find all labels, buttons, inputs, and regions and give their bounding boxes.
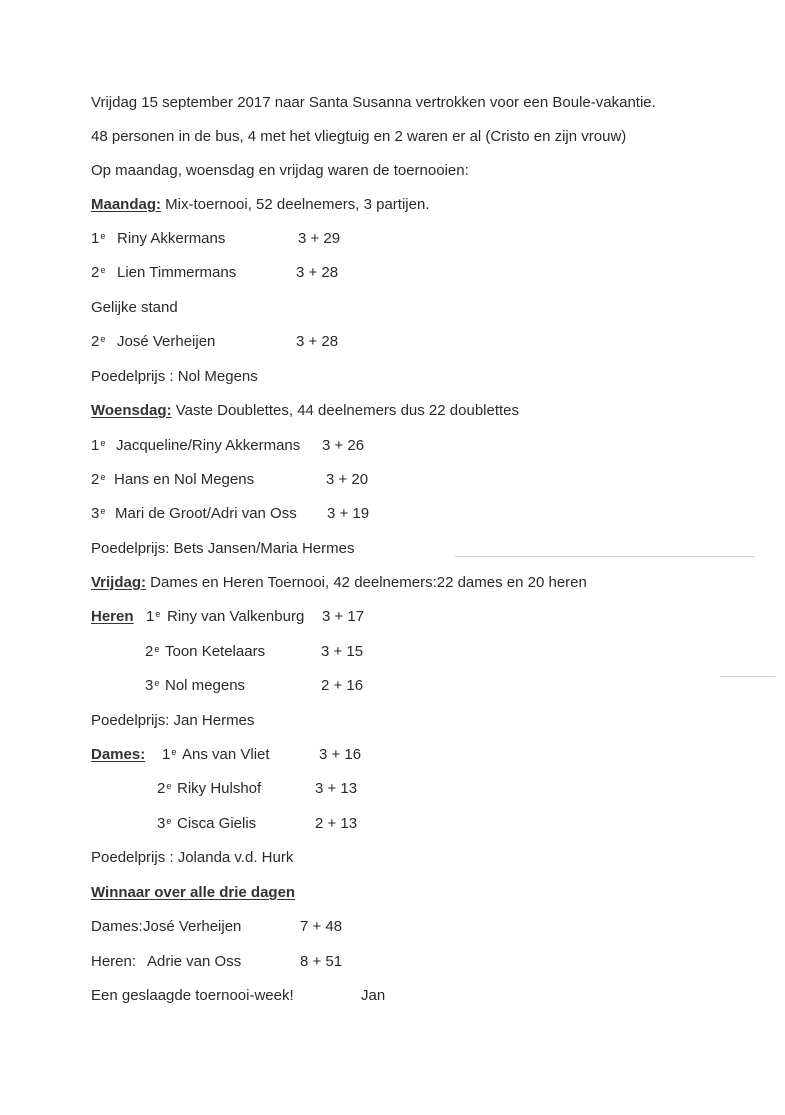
vrijdag-desc: Dames en Heren Toernooi, 42 deelnemers:22 dames en 20 heren	[146, 574, 587, 591]
result-name: Cisca Gielis	[177, 815, 257, 832]
heren-label: Heren	[91, 608, 134, 625]
winnaar-heading: Winnaar over alle drie dagen	[91, 884, 296, 901]
result-name: Riny Akkermans	[117, 230, 226, 247]
vrijdag-heading: Vrijdag:	[91, 574, 147, 591]
result-score: 3 + 20	[326, 471, 369, 488]
intro-line-3: Op maandag, woensdag en vrijdag waren de toernooien:	[91, 162, 469, 179]
result-name: Lien Timmermans	[117, 264, 237, 281]
intro-line-1: Vrijdag 15 september 2017 naar Santa Susanna vertrokken voor een Boule-vakantie.	[91, 94, 656, 111]
maandag-poedelprijs: Poedelprijs : Nol Megens	[91, 368, 258, 385]
maandag-heading: Maandag:	[91, 196, 162, 213]
result-score: 3 + 19	[327, 505, 370, 522]
winnaar-dames-name: José Verheijen	[143, 918, 242, 935]
maandag-section	[91, 196, 430, 214]
maandag-desc: Mix-toernooi, 52 deelnemers, 3 partijen.	[161, 196, 430, 213]
result-name: Mari de Groot/Adri van Oss	[115, 505, 297, 522]
result-name: Jacqueline/Riny Akkermans	[116, 437, 301, 454]
dames-poedelprijs: Poedelprijs : Jolanda v.d. Hurk	[91, 849, 294, 866]
dames-label: Dames:	[91, 746, 146, 763]
result-name: Ans van Vliet	[182, 746, 270, 763]
result-score: 3 + 28	[296, 333, 339, 350]
result-score: 3 + 29	[298, 230, 341, 247]
winnaar-dames-label: Dames:	[91, 918, 143, 935]
intro-line-2: 48 personen in de bus, 4 met het vliegtuig en 2 waren er al (Cristo en zijn vrouw)	[91, 128, 627, 145]
vrijdag-section	[91, 574, 587, 592]
document-page: Vrijdag 15 september 2017 naar Santa Susanna vertrokken voor een Boule-vakantie. 48 personen in de bus, 4 met het vliegtuig en 2 waren er al (Cristo en zijn vrouw) Op maandag, woensdag en vrijdag waren de toernooien: Maandag: Mix-toernooi, 52 deelnemers, 3 partijen. 1e Riny Akkermans 3 + 29 2e Lien Timmermans 3 + 28 Gelijke stand 2e José Verheijen 3 + 28 Poedelprijs : Nol Megens Woensdag: Vaste Doublettes, 44 deelnemers dus 22 doublettes 1e Jacqueline/Riny Akkermans 3 + 26 2e Hans en Nol Megens 3 + 20 3e Mari de Groot/Adri van Oss 3 + 19 Poedelprijs: Bets Jansen/Maria Hermes Vrijdag: Dames en Heren Toernooi, 42 deelnemers:22 dames en 20 heren Heren 1e Riny van Valkenburg 3 + 17 2e Toon Ketelaars 3 + 15 3e Nol megens 2 + 16 Poedelprijs: Jan Hermes Dames: 1e Ans van Vliet 3 + 16 2e Riky Hulshof 3 + 13 3e Cisca Gielis 2 + 13 Poedelprijs : Jolanda v.d. Hurk Winnaar over alle drie dagen Dames: José Verheijen 7 + 48 Heren: Adrie van Oss 8 + 51 Een geslaagde toernooi-week! Jan	[0, 0, 785, 1115]
result-score: 3 + 16	[319, 746, 362, 763]
result-score: 3 + 13	[315, 780, 358, 797]
woensdag-section	[91, 402, 519, 420]
result-name: Riny van Valkenburg	[167, 608, 305, 625]
result-name: José Verheijen	[117, 333, 216, 350]
woensdag-poedelprijs: Poedelprijs: Bets Jansen/Maria Hermes	[91, 540, 355, 557]
result-score: 3 + 15	[321, 643, 364, 660]
scan-mark	[720, 676, 775, 677]
result-score: 3 + 17	[322, 608, 365, 625]
winnaar-heren-name: Adrie van Oss	[147, 953, 242, 970]
closing-text: Een geslaagde toernooi-week!	[91, 987, 294, 1004]
result-score: 3 + 26	[322, 437, 365, 454]
winnaar-dames-score: 7 + 48	[300, 918, 343, 935]
heren-poedelprijs: Poedelprijs: Jan Hermes	[91, 712, 255, 729]
result-name: Nol megens	[165, 677, 246, 694]
woensdag-heading: Woensdag:	[91, 402, 172, 419]
result-score: 2 + 13	[315, 815, 358, 832]
result-name: Hans en Nol Megens	[114, 471, 255, 488]
winnaar-heren-score: 8 + 51	[300, 953, 343, 970]
scan-mark	[455, 556, 755, 557]
winnaar-heren-label: Heren:	[91, 953, 137, 970]
signature: Jan	[361, 987, 386, 1004]
woensdag-desc: Vaste Doublettes, 44 deelnemers dus 22 doublettes	[171, 402, 520, 419]
result-score: 2 + 16	[321, 677, 364, 694]
result-score: 3 + 28	[296, 264, 339, 281]
tie-note: Gelijke stand	[91, 299, 178, 316]
result-name: Riky Hulshof	[177, 780, 262, 797]
result-name: Toon Ketelaars	[165, 643, 266, 660]
